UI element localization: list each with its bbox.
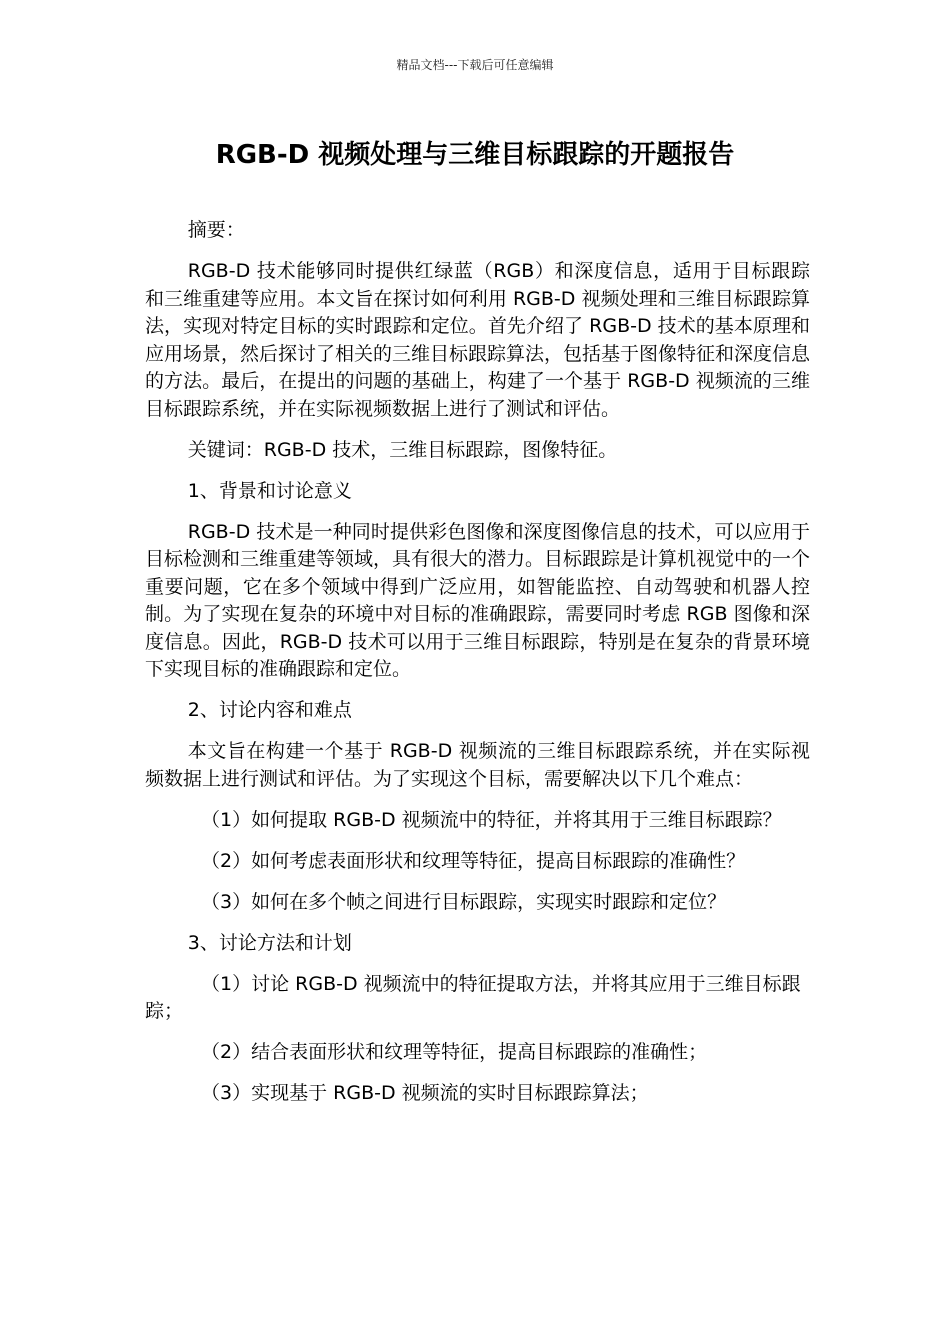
section-heading-2: 2、讨论内容和难点 bbox=[187, 699, 352, 721]
difficulty-item-3: （3）如何在多个帧之间进行目标跟踪，实现实时跟踪和定位？ bbox=[201, 890, 727, 913]
abstract-paragraph: RGB-D 技术能够同时提供红绿蓝（RGB）和深度信息，适用于目标跟踪和三维重建等应用。本文旨在探讨如何利用 RGB-D 视频处理和三维目标跟踪算法，实现对特定目标的实时跟踪和定位。首先介绍了 RGB-D 技术的基本原理和应用场景，然后探讨了相关的三维目标跟踪算法，包括基于图像特征和深度信息的方法。最后，在提出的问题的基础上，构建了一个基于 RGB-D 视频流的三维目标跟踪系统，并在实际视频数据上进行了测试和评估。 bbox=[145, 260, 811, 420]
background-paragraph: RGB-D 技术是一种同时提供彩色图像和深度图像信息的技术，可以应用于目标检测和三维重建等领域，具有很大的潜力。目标跟踪是计算机视觉中的一个重要问题，它在多个领域中得到广泛应用，如智能监控、自动驾驶和机器人控制。为了实现在复杂的环境中对目标的准确跟踪，需要同时考虑 RGB 图像和深度信息。因此，RGB-D 技术可以用于三维目标跟踪，特别是在复杂的背景环境下实现目标的准确跟踪和定位。 bbox=[145, 520, 811, 680]
difficulty-item-2: （2）如何考虑表面形状和纹理等特征，提高目标跟踪的准确性？ bbox=[201, 849, 746, 872]
abstract-label: 摘要： bbox=[187, 219, 245, 241]
keywords-line: 关键词：RGB-D 技术，三维目标跟踪，图像特征。 bbox=[187, 438, 618, 461]
difficulty-item-1: （1）如何提取 RGB-D 视频流中的特征，并将其用于三维目标跟踪？ bbox=[201, 808, 782, 831]
document-title: RGB-D 视频处理与三维目标跟踪的开题报告 bbox=[215, 140, 735, 170]
method-item-3: （3）实现基于 RGB-D 视频流的实时目标跟踪算法； bbox=[201, 1082, 649, 1104]
header-note: 精品文档---下载后可任意编辑 bbox=[396, 58, 554, 72]
content-paragraph: 本文旨在构建一个基于 RGB-D 视频流的三维目标跟踪系统，并在实际视频数据上进行测试和评估。为了实现这个目标，需要解决以下几个难点： bbox=[145, 740, 810, 790]
section-heading-1: 1、背景和讨论意义 bbox=[187, 479, 352, 502]
section-heading-3: 3、讨论方法和计划 bbox=[187, 931, 352, 954]
method-item-1: （1）讨论 RGB-D 视频流中的特征提取方法，并将其应用于三维目标跟踪； bbox=[145, 972, 801, 1022]
document-body bbox=[145, 217, 810, 1121]
method-item-2: （2）结合表面形状和纹理等特征，提高目标跟踪的准确性； bbox=[201, 1041, 708, 1063]
